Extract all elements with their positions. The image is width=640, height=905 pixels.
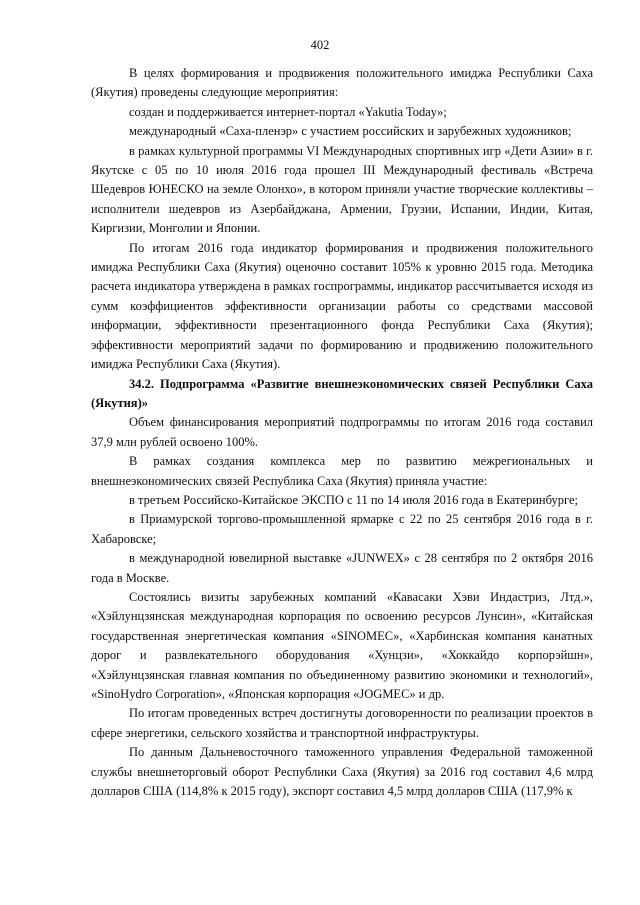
intro-paragraph: В целях формирования и продвижения положительного имиджа Республики Саха (Якутия) проведены следующие мероприятия: <box>91 66 593 100</box>
list-item-fair: в Приамурской торгово-промышленной ярмарке с 22 по 25 сентября 2016 года в г. Хабаровске; <box>91 512 593 546</box>
financing-paragraph: Объем финансирования мероприятий подпрограммы по итогам 2016 года составил 37,9 млн рублей освоено 100%. <box>91 415 593 449</box>
document-body <box>91 64 593 801</box>
section-heading: 34.2. Подпрограмма «Развитие внешнеэкономических связей Республики Саха (Якутия)» <box>91 376 593 410</box>
trade-paragraph: По данным Дальневосточного таможенного управления Федеральной таможенной службы внешнеторговый оборот Республики Саха (Якутия) за 2016 год составил 4,6 млрд долларов США (114,8% к 2015 году), экспорт составил 4,5 млрд долларов США (117,9% к <box>91 745 593 799</box>
list-item-portal: создан и поддерживается интернет-портал «Yakutia Today»; <box>129 104 447 119</box>
indicator-paragraph: По итогам 2016 года индикатор формирования и продвижения положительного имиджа Республики Саха (Якутия) оценочно составит 105% к уровню 2015 года. Методика расчета индикатора утверждена в рамках госпрограммы, индикатор рассчитывается исходя из сумм коэффициентов эффективности организации работы со средствами массовой информации, эффективности презентационного фонда Республики Саха (Якутия); эффективности мероприятий задачи по формированию и продвижению положительного имиджа Республики Саха (Якутия). <box>91 240 593 372</box>
list-item-junwex: в международной ювелирной выставке «JUNWEX» с 28 сентября по 2 октября 2016 года в Москве. <box>91 551 593 585</box>
list-item-expo: в третьем Российско-Китайское ЭКСПО с 11 по 14 июля 2016 года в Екатеринбурге; <box>129 492 578 507</box>
participation-paragraph: В рамках создания комплекса мер по развитию межрегиональных и внешнеэкономических связей Республика Саха (Якутия) приняла участие: <box>91 454 593 488</box>
agreements-paragraph: По итогам проведенных встреч достигнуты договоренности по реализации проектов в сфере энергетики, сельского хозяйства и транспортной инфраструктуры. <box>91 706 593 740</box>
page-number: 402 <box>310 38 330 52</box>
list-item-plein-air: международный «Саха-пленэр» с участием российских и зарубежных художников; <box>129 124 572 139</box>
list-item-festival: в рамках культурной программы VI Международных спортивных игр «Дети Азии» в г. Якутске с 05 по 10 июля 2016 года прошел III Международный фестиваль «Встреча Шедевров ЮНЕСКО на земле Олонхо», в котором приняли участие творческие коллективы – исполнители шедевров из Азербайджана, Армении, Грузии, Испании, Индии, Китая, Киргизии, Монголии и Японии. <box>91 143 593 236</box>
visits-paragraph: Состоялись визиты зарубежных компаний «Кавасаки Хэви Индастриз, Лтд.», «Хэйлунцзянская международная корпорация по освоению ресурсов Лунсин», «Китайская государственная энергетическая компания «SINOMEC», «Харбинская компания канатных дорог и развлекательного оборудования «Хунцзи», «Хоккайдо корпорэйшн», «Хэйлунцзянская главная компания по объединенному развитию экономики и технологий», «SinoHydro Corporation», «Японская корпорация «JOGMEC» и др. <box>91 589 593 701</box>
